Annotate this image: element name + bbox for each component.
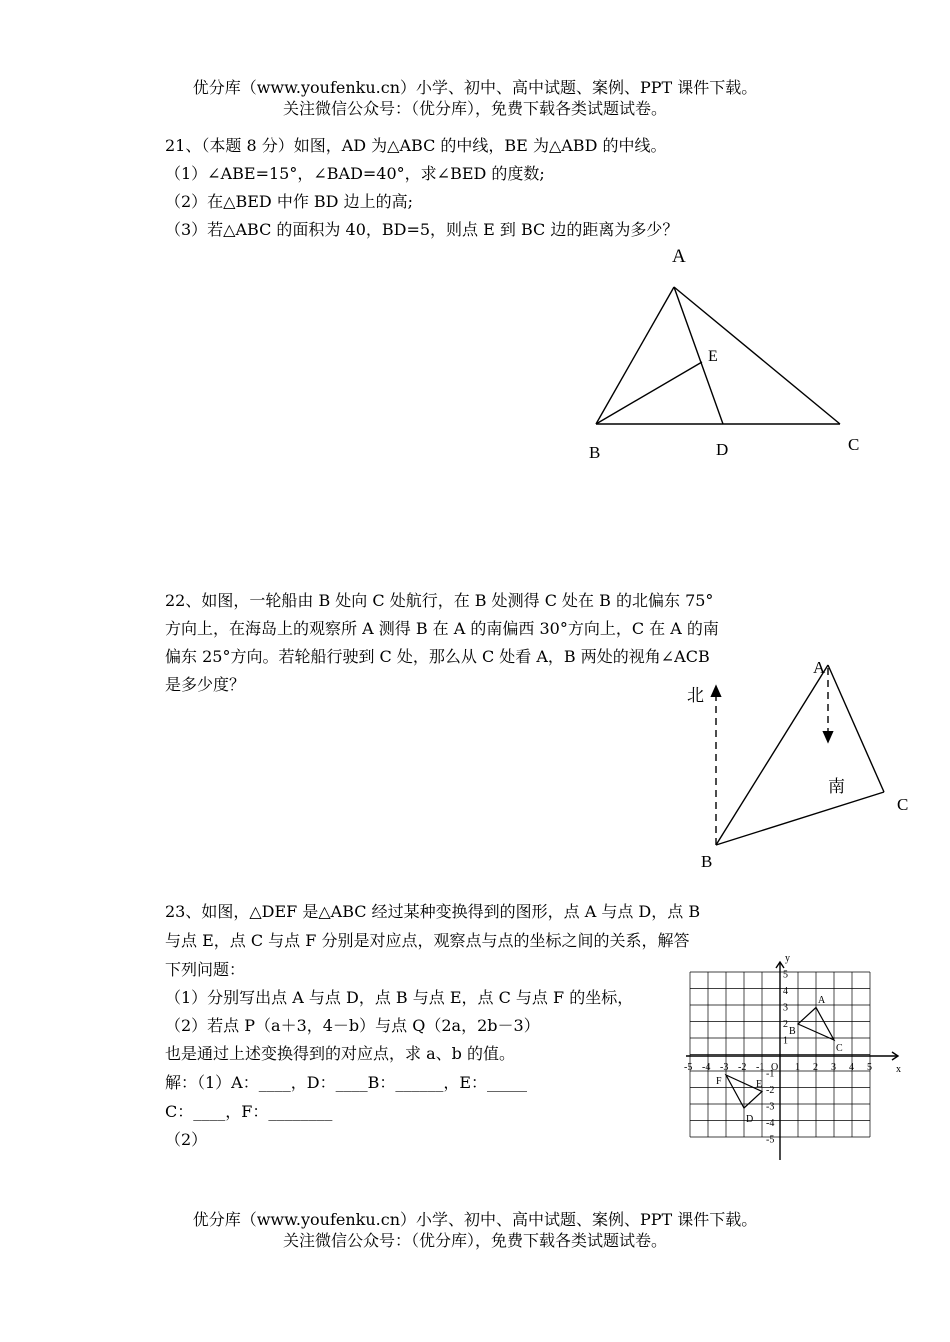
- q23-y-axis-label: y: [785, 953, 790, 964]
- y-tick-label: -4: [766, 1118, 775, 1129]
- x-tick-label: 2: [813, 1062, 818, 1073]
- q23-answer-part-2: （2）: [165, 1130, 208, 1149]
- q22-label-south: 南: [828, 777, 845, 796]
- q23-line-6: 也是通过上述变换得到的对应点，求 a、b 的值。: [165, 1044, 515, 1063]
- q21-label-b: B: [589, 443, 601, 462]
- q23-answer-line-2: C：____，F：________: [165, 1102, 333, 1121]
- q23-point-e: E: [756, 1079, 763, 1090]
- x-tick-label: 1: [795, 1062, 800, 1073]
- q23-point-f: F: [716, 1076, 722, 1087]
- q23-answer-line-1: 解：（1）A：____，D：____B：______，E：_____: [165, 1073, 528, 1092]
- q23-x-axis-label: x: [896, 1064, 901, 1075]
- q22-label-c: C: [897, 795, 909, 814]
- x-tick-label: -3: [720, 1062, 729, 1073]
- footer-line-1: 优分库（www.youfenku.cn）小学、初中、高中试题、案例、PPT 课件下载。: [192, 1210, 758, 1229]
- q22-line-4: 是多少度？: [165, 675, 246, 694]
- x-tick-label: 5: [867, 1062, 872, 1073]
- q23-part-1: （1）分别写出点 A 与点 D，点 B 与点 E，点 C 与点 F 的坐标，: [165, 988, 634, 1007]
- footer-line-2: 关注微信公众号：（优分库），免费下载各类试题试卷。: [282, 1231, 667, 1250]
- q22-line-3: 偏东 25°方向。若轮船行驶到 C 处，那么从 C 处看 A，B 两处的视角∠ACB: [165, 647, 710, 666]
- x-tick-label: -5: [684, 1062, 693, 1073]
- q21-title: 21、（本题 8 分）如图，AD 为△ABC 的中线，BE 为△ABD 的中线。: [165, 136, 667, 155]
- y-tick-label: -5: [766, 1134, 775, 1146]
- q21-part-1: （1）∠ABE=15°，∠BAD=40°，求∠BED 的度数;: [165, 164, 545, 183]
- q21-label-a: A: [672, 246, 686, 267]
- x-tick-label: -4: [702, 1062, 711, 1073]
- q23-part-2: （2）若点 P（a＋3，4－b）与点 Q（2a，2b－3）: [165, 1016, 540, 1035]
- q21-label-c: C: [848, 435, 860, 454]
- y-tick-label: 1: [783, 1035, 788, 1047]
- q23-point-d: D: [746, 1114, 754, 1125]
- q21-part-2: （2）在△BED 中作 BD 边上的高;: [165, 192, 413, 211]
- q22-label-north: 北: [687, 686, 704, 705]
- y-tick-label: -2: [766, 1085, 775, 1096]
- y-tick-label: 3: [783, 1002, 788, 1014]
- q23-origin-label: O: [771, 1062, 779, 1073]
- x-tick-label: 4: [849, 1062, 854, 1073]
- x-tick-label: 3: [831, 1062, 836, 1073]
- q23-line-3: 下列问题：: [165, 960, 246, 979]
- y-tick-label: 2: [783, 1019, 788, 1030]
- y-tick-label: 5: [783, 969, 788, 981]
- q22-label-a: A: [813, 658, 826, 677]
- y-tick-label: -3: [766, 1101, 775, 1113]
- q21-label-d: D: [716, 440, 729, 459]
- x-tick-label: -2: [738, 1062, 747, 1073]
- q21-label-e: E: [708, 348, 718, 365]
- q23-line-2: 与点 E，点 C 与点 F 分别是对应点，观察点与点的坐标之间的关系，解答: [165, 931, 690, 950]
- q22-line-1: 22、如图，一轮船由 B 处向 C 处航行，在 B 处测得 C 处在 B 的北偏东 75°: [165, 591, 714, 610]
- q23-point-c: C: [836, 1043, 843, 1054]
- q22-line-2: 方向上，在海岛上的观察所 A 测得 B 在 A 的南偏西 30°方向上，C 在 A 的南: [165, 619, 719, 638]
- header-line-2: 关注微信公众号：（优分库），免费下载各类试题试卷。: [282, 99, 667, 118]
- q23-point-b: B: [789, 1026, 796, 1037]
- q22-label-b: B: [701, 852, 713, 871]
- q23-line-1: 23、如图，△DEF 是△ABC 经过某种变换得到的图形，点 A 与点 D，点 B: [165, 902, 701, 921]
- y-tick-label: -1: [766, 1068, 775, 1080]
- header-line-1: 优分库（www.youfenku.cn）小学、初中、高中试题、案例、PPT 课件下载。: [192, 78, 758, 97]
- q21-part-3: （3）若△ABC 的面积为 40，BD=5，则点 E 到 BC 边的距离为多少？: [165, 220, 679, 239]
- y-tick-label: 4: [783, 986, 788, 997]
- x-tick-label: -1: [756, 1062, 765, 1073]
- q23-point-a: A: [818, 995, 826, 1006]
